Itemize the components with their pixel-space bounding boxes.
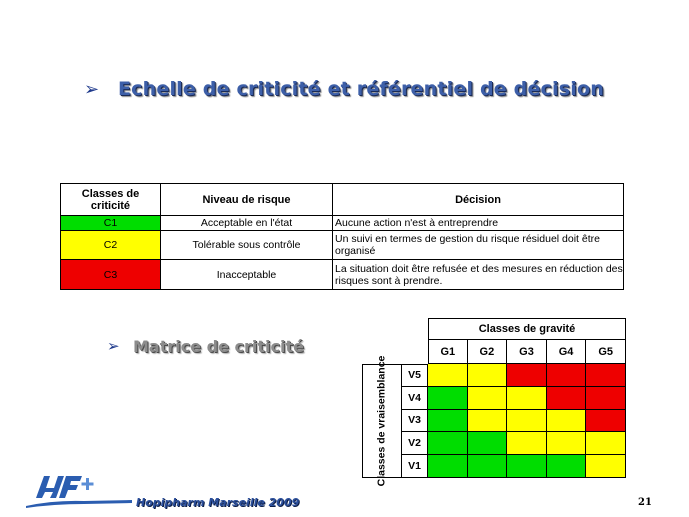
likelihood-row-header: V5 (402, 364, 428, 387)
matrix-cell (468, 364, 508, 387)
matrix-cell (428, 387, 468, 410)
gravity-column-header: G2 (468, 340, 508, 364)
matrix-cell (507, 410, 547, 433)
header-classes: Classes de criticité (61, 184, 161, 216)
likelihood-title: Classes de vraisemblance (375, 355, 388, 487)
matrix-cell (468, 410, 508, 433)
likelihood-row-header: V2 (402, 432, 428, 455)
footer-event: Hopipharm Marseille 2009 (136, 496, 300, 509)
matrix-cell (428, 432, 468, 455)
matrix-cell (468, 432, 508, 455)
decision-cell: Un suivi en termes de gestion du risque résiduel doit être organisé (333, 231, 624, 260)
matrix-cell (507, 387, 547, 410)
decision-cell: Aucune action n'est à entreprendre (333, 216, 624, 231)
gravity-column-header: G3 (507, 340, 547, 364)
likelihood-row-header: V4 (402, 387, 428, 410)
level-cell: Tolérable sous contrôle (161, 231, 333, 260)
table-header-row (61, 184, 624, 216)
likelihood-row-header: V1 (402, 455, 428, 478)
table-row (61, 216, 624, 231)
matrix-cell (547, 432, 587, 455)
matrix-section-title: Matrice de criticité (133, 336, 304, 356)
table-row (61, 231, 624, 260)
matrix-cell (507, 364, 547, 387)
likelihood-title-box (362, 355, 402, 487)
likelihood-row-header: V3 (402, 410, 428, 433)
gravity-column-header: G1 (428, 340, 468, 364)
level-cell: Acceptable en l'état (161, 216, 333, 231)
matrix-cell (586, 387, 626, 410)
table-row (61, 260, 624, 290)
gravity-column-header: G5 (586, 340, 626, 364)
criticity-matrix (362, 318, 627, 487)
matrix-cell (586, 410, 626, 433)
matrix-cell (468, 387, 508, 410)
gravity-title: Classes de gravité (428, 318, 626, 340)
matrix-cell (547, 410, 587, 433)
header-decision: Décision (333, 184, 624, 216)
matrix-cell (547, 364, 587, 387)
class-cell-c2: C2 (61, 231, 161, 260)
matrix-cell (547, 455, 587, 478)
matrix-cell (547, 387, 587, 410)
class-cell-c1: C1 (61, 216, 161, 231)
header-niveau: Niveau de risque (161, 184, 333, 216)
matrix-section-title-row (107, 334, 304, 358)
matrix-cell (507, 455, 547, 478)
page-number: 21 (638, 497, 652, 508)
hopipharm-logo (24, 470, 136, 510)
class-cell-c3: C3 (61, 260, 161, 290)
matrix-cell (428, 455, 468, 478)
gravity-column-header: G4 (547, 340, 587, 364)
arrow-bullet-icon: ➢ (107, 337, 120, 355)
slide-title: Echelle de criticité et référentiel de décision (118, 78, 604, 100)
slide-title-row (84, 74, 604, 104)
matrix-cell (586, 364, 626, 387)
arrow-bullet-icon: ➢ (84, 78, 100, 100)
matrix-cell (586, 455, 626, 478)
matrix-cell (428, 410, 468, 433)
matrix-cell (428, 364, 468, 387)
level-cell: Inacceptable (161, 260, 333, 290)
criticity-table (60, 183, 624, 290)
decision-cell: La situation doit être refusée et des mesures en réduction des risques sont à prendre. (333, 260, 624, 290)
matrix-cell (507, 432, 547, 455)
matrix-cell (586, 432, 626, 455)
matrix-cell (468, 455, 508, 478)
